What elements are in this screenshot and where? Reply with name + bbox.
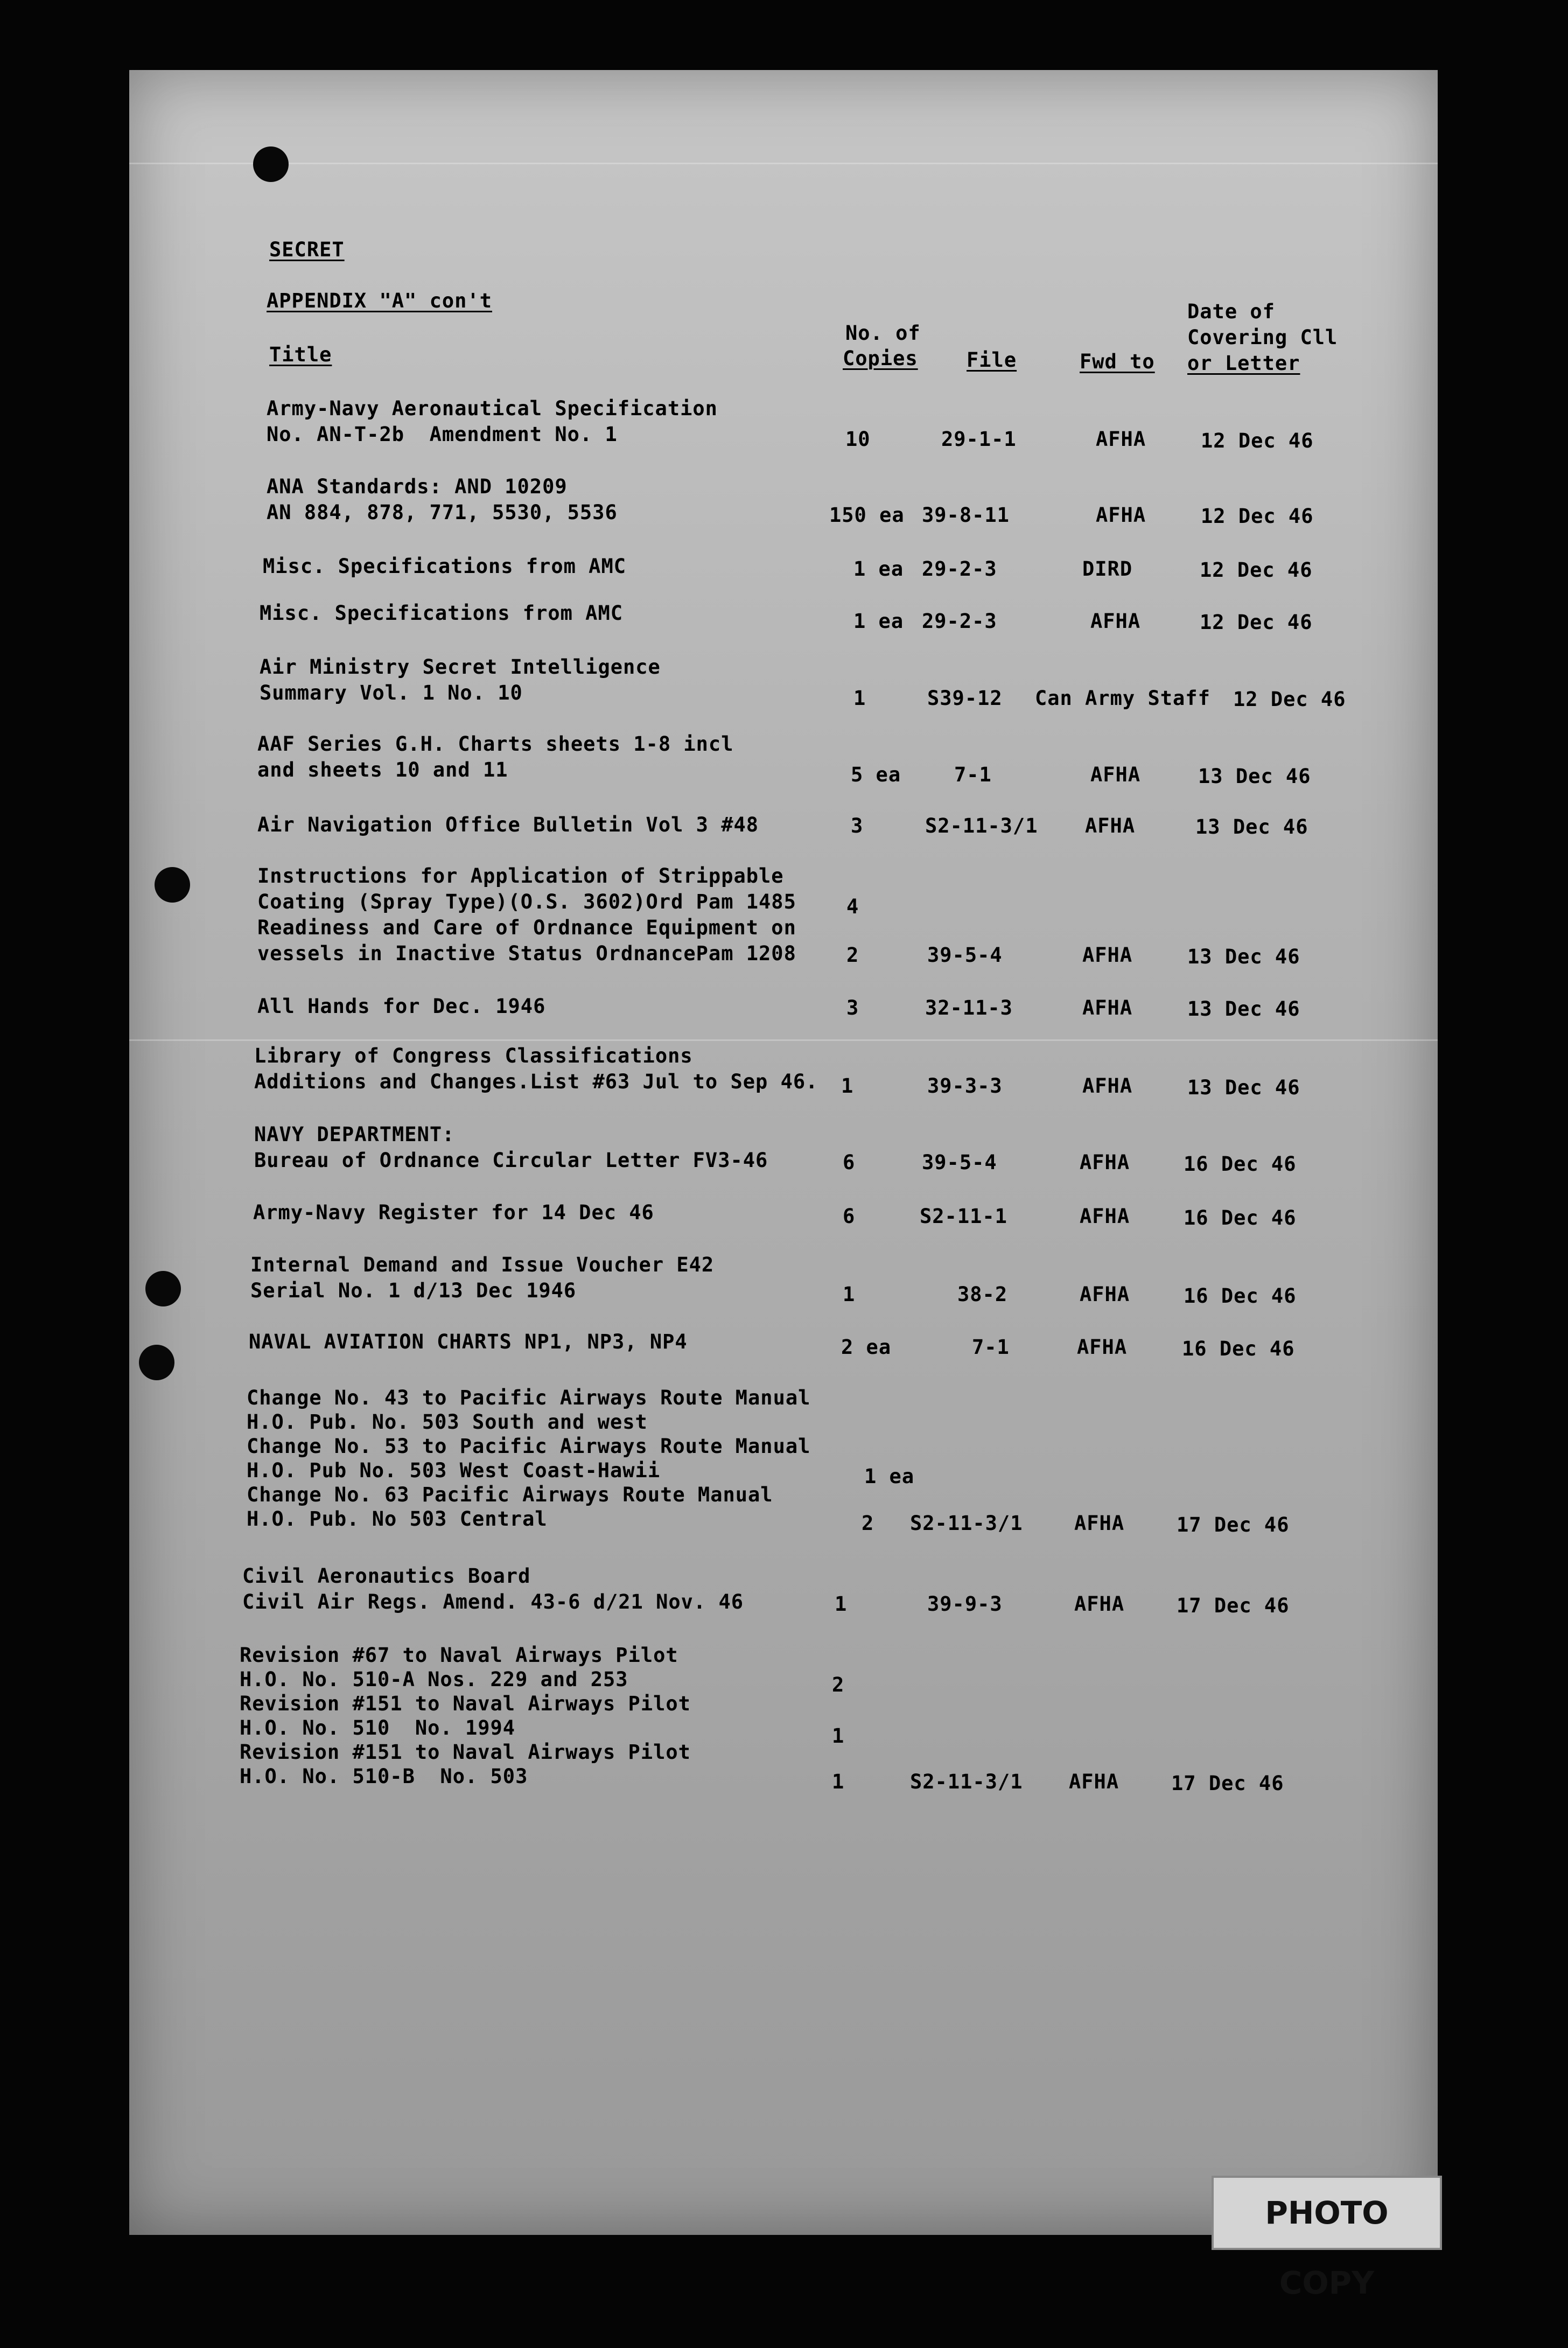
row-title: Revision #151 to Naval Airways Pilot xyxy=(240,1741,691,1764)
row-copies: 1 ea xyxy=(864,1465,915,1488)
row-title: H.O. No. 510-B No. 503 xyxy=(240,1765,528,1788)
row-fwd: AFHA xyxy=(1090,763,1141,786)
row-copies: 1 xyxy=(841,1074,854,1098)
row-title: vessels in Inactive Status OrdnancePam 1208 xyxy=(257,942,796,965)
row-fwd: AFHA xyxy=(1080,1205,1130,1228)
row-fwd: AFHA xyxy=(1082,1074,1133,1098)
appendix-heading: APPENDIX "A" con't xyxy=(267,289,492,312)
row-file: 29-1-1 xyxy=(941,428,1017,451)
punch-hole xyxy=(145,1271,181,1306)
row-fwd: AFHA xyxy=(1082,944,1133,967)
row-fwd: AFHA xyxy=(1080,1283,1130,1306)
row-file: 29-2-3 xyxy=(922,610,997,633)
row-file: 7-1 xyxy=(972,1336,1010,1359)
column-header-date: Covering Cll xyxy=(1187,326,1338,349)
row-copies: 4 xyxy=(846,895,859,918)
row-title: H.O. Pub. No 503 Central xyxy=(247,1507,548,1531)
row-title: Revision #67 to Naval Airways Pilot xyxy=(240,1644,678,1667)
row-fwd: Can Army Staff xyxy=(1035,687,1210,710)
row-title: AAF Series G.H. Charts sheets 1-8 incl xyxy=(257,732,734,756)
row-fwd: DIRD xyxy=(1082,557,1133,581)
row-title: Air Navigation Office Bulletin Vol 3 #48 xyxy=(257,813,759,836)
row-title: Library of Congress Classifications xyxy=(254,1044,693,1067)
row-title: Army-Navy Aeronautical Specification xyxy=(267,397,718,420)
row-copies: 2 xyxy=(846,944,859,967)
row-copies: 3 xyxy=(846,996,859,1019)
row-title: Summary Vol. 1 No. 10 xyxy=(260,681,523,704)
row-date: 17 Dec 46 xyxy=(1171,1772,1284,1795)
row-title: Readiness and Care of Ordnance Equipment on xyxy=(257,916,796,939)
row-file: 39-5-4 xyxy=(927,944,1003,967)
row-copies: 2 ea xyxy=(841,1336,892,1359)
row-date: 12 Dec 46 xyxy=(1201,505,1314,528)
row-copies: 1 xyxy=(832,1724,845,1748)
row-title: Serial No. 1 d/13 Dec 1946 xyxy=(250,1279,577,1302)
column-header-copies: Copies xyxy=(843,347,918,370)
row-date: 16 Dec 46 xyxy=(1184,1152,1297,1176)
row-fwd: AFHA xyxy=(1096,428,1146,451)
row-file: 39-9-3 xyxy=(927,1592,1003,1616)
row-date: 13 Dec 46 xyxy=(1198,765,1311,788)
row-file: 39-5-4 xyxy=(922,1151,997,1174)
row-title: H.O. No. 510-A Nos. 229 and 253 xyxy=(240,1668,628,1691)
classification-heading: SECRET xyxy=(269,238,345,261)
row-file: 7-1 xyxy=(954,763,992,786)
column-header-date: or Letter xyxy=(1187,352,1300,375)
row-date: 13 Dec 46 xyxy=(1195,815,1308,838)
row-fwd: AFHA xyxy=(1085,814,1136,837)
row-fwd: AFHA xyxy=(1096,504,1146,527)
row-title: Change No. 63 Pacific Airways Route Manual xyxy=(247,1483,773,1506)
row-date: 16 Dec 46 xyxy=(1184,1284,1297,1308)
punch-hole xyxy=(155,867,190,903)
column-header-file: File xyxy=(967,348,1017,372)
row-file: S2-11-1 xyxy=(920,1205,1007,1228)
row-file: 38-2 xyxy=(957,1283,1008,1306)
column-header-copies: No. of xyxy=(845,322,921,345)
row-file: 29-2-3 xyxy=(922,557,997,581)
row-title: Change No. 53 to Pacific Airways Route Manual xyxy=(247,1435,811,1458)
row-date: 16 Dec 46 xyxy=(1182,1337,1295,1360)
row-title: and sheets 10 and 11 xyxy=(257,758,508,781)
row-file: 39-8-11 xyxy=(922,504,1010,527)
row-copies: 1 xyxy=(832,1770,845,1793)
row-copies: 3 xyxy=(851,814,864,837)
row-title: Air Ministry Secret Intelligence xyxy=(260,655,661,679)
row-title: Revision #151 to Naval Airways Pilot xyxy=(240,1692,691,1715)
row-copies: 6 xyxy=(843,1151,856,1174)
row-date: 13 Dec 46 xyxy=(1187,945,1300,968)
row-title: Army-Navy Register for 14 Dec 46 xyxy=(253,1201,654,1224)
punch-hole xyxy=(253,146,289,182)
punch-hole xyxy=(139,1345,174,1380)
row-date: 13 Dec 46 xyxy=(1187,997,1300,1021)
row-title: ANA Standards: AND 10209 xyxy=(267,475,568,498)
row-copies: 1 xyxy=(843,1283,856,1306)
row-date: 12 Dec 46 xyxy=(1233,688,1346,711)
row-file: 32-11-3 xyxy=(925,996,1013,1019)
row-file: S2-11-3/1 xyxy=(910,1512,1023,1535)
row-title: Change No. 43 to Pacific Airways Route Manual xyxy=(247,1386,811,1409)
row-title: Bureau of Ordnance Circular Letter FV3-46 xyxy=(254,1149,768,1172)
row-date: 16 Dec 46 xyxy=(1184,1206,1297,1229)
row-title: Civil Aeronautics Board xyxy=(242,1564,531,1588)
row-file: S2-11-3/1 xyxy=(910,1770,1023,1793)
row-title: H.O. Pub No. 503 West Coast-Hawii xyxy=(247,1459,661,1482)
row-copies: 2 xyxy=(862,1512,874,1535)
row-fwd: AFHA xyxy=(1069,1770,1119,1793)
row-title: H.O. No. 510 No. 1994 xyxy=(240,1716,516,1739)
row-title: Instructions for Application of Strippable xyxy=(257,864,784,888)
row-title: H.O. Pub. No. 503 South and west xyxy=(247,1410,648,1434)
row-copies: 10 xyxy=(845,428,871,451)
row-date: 12 Dec 46 xyxy=(1201,429,1314,452)
row-date: 13 Dec 46 xyxy=(1187,1076,1300,1099)
row-copies: 1 ea xyxy=(853,610,904,633)
row-copies: 150 ea xyxy=(829,504,905,527)
column-header-fwd: Fwd to xyxy=(1080,350,1155,373)
row-title: Internal Demand and Issue Voucher E42 xyxy=(250,1253,715,1276)
row-fwd: AFHA xyxy=(1074,1512,1125,1535)
row-title: NAVAL AVIATION CHARTS NP1, NP3, NP4 xyxy=(249,1330,688,1353)
row-date: 12 Dec 46 xyxy=(1200,558,1313,582)
row-date: 17 Dec 46 xyxy=(1177,1594,1290,1617)
column-header-date: Date of xyxy=(1187,300,1275,323)
row-copies: 1 ea xyxy=(853,557,904,581)
column-header-title: Title xyxy=(269,343,332,366)
row-title: No. AN-T-2b Amendment No. 1 xyxy=(267,423,618,446)
row-copies: 6 xyxy=(843,1205,856,1228)
row-title: Civil Air Regs. Amend. 43-6 d/21 Nov. 46 xyxy=(242,1590,744,1613)
row-copies: 5 ea xyxy=(851,763,901,786)
row-fwd: AFHA xyxy=(1074,1592,1125,1616)
row-copies: 2 xyxy=(832,1673,845,1696)
row-title: Misc. Specifications from AMC xyxy=(263,555,627,578)
row-title: AN 884, 878, 771, 5530, 5536 xyxy=(267,501,618,524)
row-fwd: AFHA xyxy=(1082,996,1133,1019)
row-copies: 1 xyxy=(835,1592,848,1616)
row-title: Coating (Spray Type)(O.S. 3602)Ord Pam 1485 xyxy=(257,890,796,913)
photo-copy-stamp: PHOTO COPY xyxy=(1212,2176,1442,2250)
row-fwd: AFHA xyxy=(1077,1336,1128,1359)
row-title: Additions and Changes.List #63 Jul to Sep 46. xyxy=(254,1070,818,1093)
row-fwd: AFHA xyxy=(1080,1151,1130,1174)
fold-line xyxy=(129,163,1438,164)
row-file: S2-11-3/1 xyxy=(925,814,1038,837)
fold-line xyxy=(129,1039,1438,1041)
row-title: NAVY DEPARTMENT: xyxy=(254,1123,455,1146)
row-copies: 1 xyxy=(853,687,866,710)
row-title: Misc. Specifications from AMC xyxy=(260,602,624,625)
row-file: 39-3-3 xyxy=(927,1074,1003,1098)
row-date: 17 Dec 46 xyxy=(1177,1513,1290,1536)
row-date: 12 Dec 46 xyxy=(1200,611,1313,634)
row-title: All Hands for Dec. 1946 xyxy=(257,995,546,1018)
row-fwd: AFHA xyxy=(1090,610,1141,633)
row-file: S39-12 xyxy=(927,687,1003,710)
